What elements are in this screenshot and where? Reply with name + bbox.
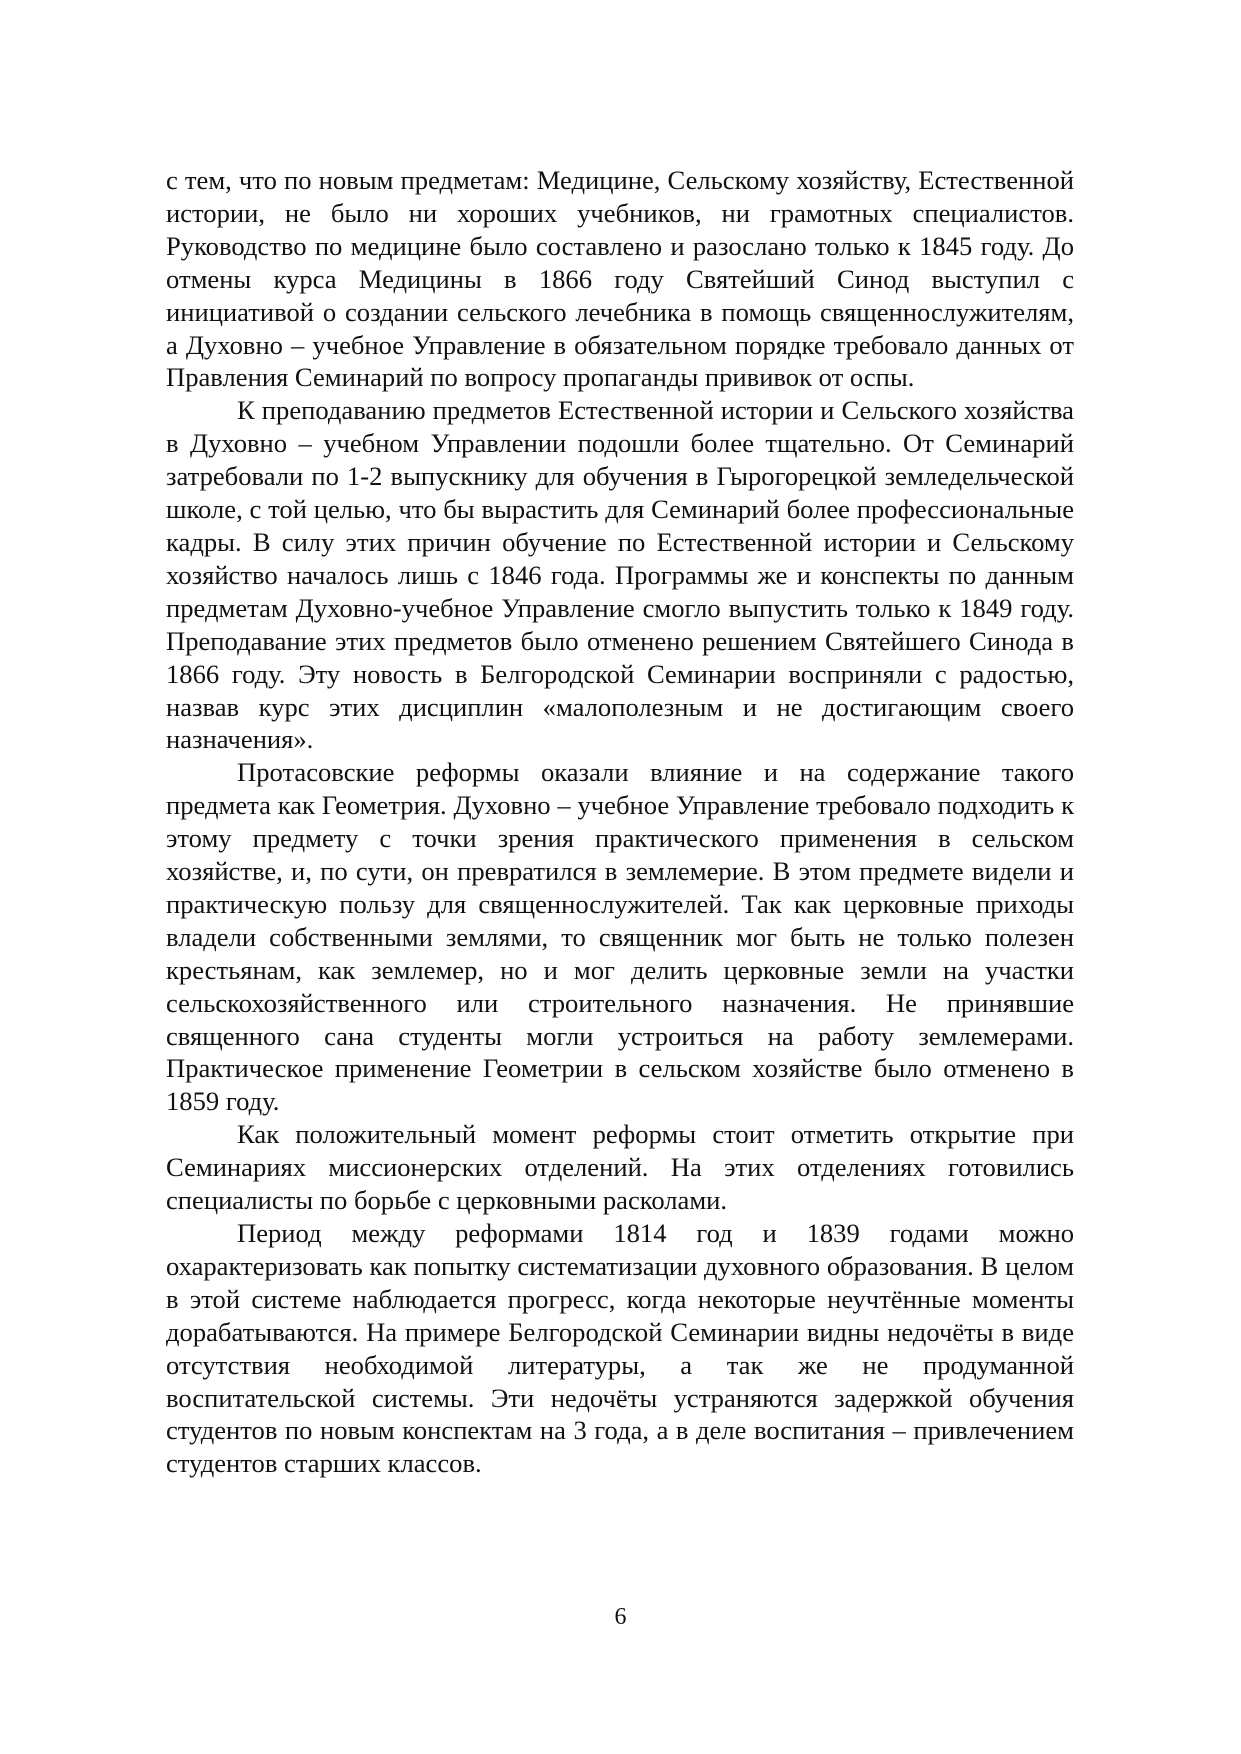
paragraph-natural-history: К преподаванию предметов Естественной истории и Сельского хозяйства в Духовно – учебном Управлении подошли более тщательно. От Семинарий затребовали по 1-2 выпускнику для обучения в Гырогорецкой земледельческой школе, с той целью, что бы вырастить для Семинарий более профессиональные кадры. В силу этих причин обучение по Естественной истории и Сельскому хозяйство началось лишь с 1846 года. Программы же и конспекты по данным предметам Духовно-учебное Управление смогло выпустить только к 1849 году. Преподавание этих предметов было отменено решением Святейшего Синода в 1866 году. Эту новость в Белгородской Семинарии восприняли с радостью, назвав курс этих дисциплин «малополезным и не достигающим своего назначения». xyxy=(166,395,1074,755)
paragraph-geometry: Протасовские реформы оказали влияние и на содержание такого предмета как Геометрия. Духовно – учебное Управление требовало подходить к этому предмету с точки зрения практического применения в сельском хозяйстве, и, по сути, он превратился в землемерие. В этом предмете видели и практическую пользу для священнослужителей. Так как церковные приходы владели собственными землями, то священник мог быть не только полезен крестьянам, как землемер, но и мог делить церковные земли на участки сельскохозяйственного или строительного назначения. Не принявшие священного сана студенты могли устроиться на работу землемерами. Практическое применение Геометрии в сельском хозяйстве было отменено в 1859 году. xyxy=(166,757,1074,1117)
document-body xyxy=(166,164,1074,1480)
paragraph-conclusion: Период между реформами 1814 год и 1839 годами можно охарактеризовать как попытку систематизации духовного образования. В целом в этой системе наблюдается прогресс, когда некоторые неучтённые моменты дорабатываются. На примере Белгородской Семинарии видны недочёты в виде отсутствия необходимой литературы, а так же не продуманной воспитательской системы. Эти недочёты устраняются задержкой обучения студентов по новым конспектам на 3 года, а в деле воспитания – привлечением студентов старших классов. xyxy=(166,1218,1074,1479)
paragraph-missionary: Как положительный момент реформы стоит отметить открытие при Семинариях миссионерских отделений. На этих отделениях готовились специалисты по борьбе с церковными расколами. xyxy=(166,1119,1074,1216)
paragraph-continuation: с тем, что по новым предметам: Медицине, Сельскому хозяйству, Естественной истории, не было ни хороших учебников, ни грамотных специалистов. Руководство по медицине было составлено и разослано только к 1845 году. До отмены курса Медицины в 1866 году Святейший Синод выступил с инициативой о создании сельского лечебника в помощь священнослужителям, а Духовно – учебное Управление в обязательном порядке требовало данных от Правления Семинарий по вопросу пропаганды прививок от оспы. xyxy=(166,165,1074,393)
page-number: 6 xyxy=(614,1604,627,1630)
